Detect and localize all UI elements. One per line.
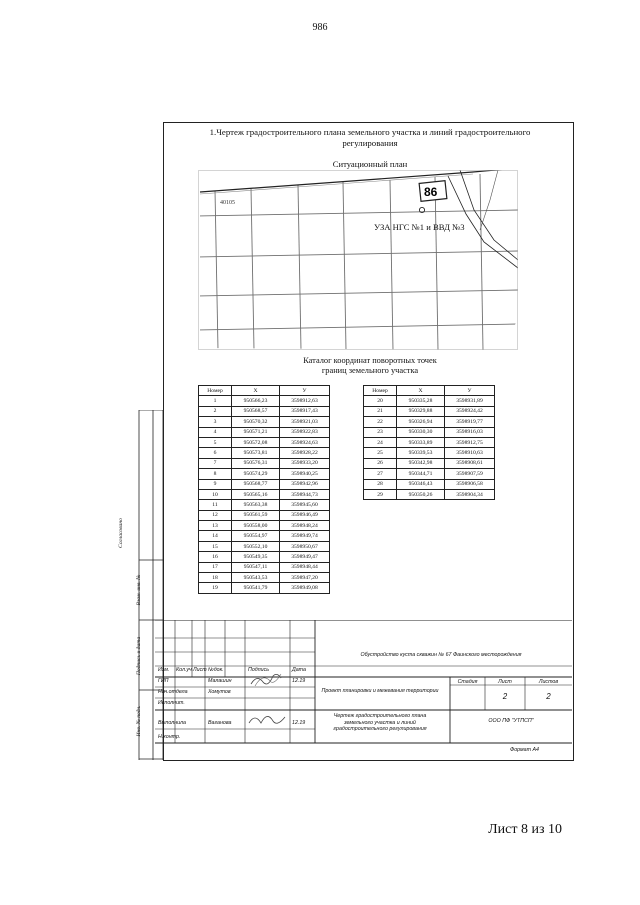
coord-y: 3598924,42 <box>445 406 495 416</box>
coord-y: 3598949,74 <box>280 531 330 541</box>
point-number: 11 <box>199 500 232 510</box>
table-row <box>199 396 330 406</box>
tb-role-3: Исполнит. <box>158 700 185 706</box>
coord-x: 950574,29 <box>232 469 280 479</box>
table-row <box>199 448 330 458</box>
coord-y: 3598933,20 <box>280 458 330 468</box>
coord-y: 3598906,58 <box>445 479 495 489</box>
coord-y: 3598916,03 <box>445 427 495 437</box>
coord-x: 950576,31 <box>232 458 280 468</box>
point-number: 19 <box>199 583 232 593</box>
table-row <box>199 531 330 541</box>
point-number: 26 <box>364 458 397 468</box>
heading-line-1: 1.Чертеж градостроительного плана земельного участка и линий градостроительного <box>209 127 531 137</box>
table-row <box>199 500 330 510</box>
header-y: У <box>445 386 495 396</box>
table-row <box>364 479 495 489</box>
table-row <box>364 396 495 406</box>
coord-y: 3598940,25 <box>280 469 330 479</box>
coord-x: 950339,53 <box>397 448 445 458</box>
point-number: 24 <box>364 437 397 447</box>
table-row <box>199 541 330 551</box>
coord-x: 950571,21 <box>232 427 280 437</box>
point-number: 13 <box>199 521 232 531</box>
coord-x: 950572,08 <box>232 437 280 447</box>
coord-x: 950547,11 <box>232 562 280 572</box>
coord-y: 3598912,75 <box>445 437 495 447</box>
coord-y: 3598948,24 <box>280 521 330 531</box>
tb-drawing-name-3: градостроительного регулирования <box>333 726 427 732</box>
map-title: Ситуационный план <box>332 159 408 169</box>
table-row <box>364 489 495 499</box>
point-number: 2 <box>199 406 232 416</box>
tb-name-2: Хомутов <box>208 689 231 695</box>
header-x: X <box>232 386 280 396</box>
tb-col-change: Изм. <box>158 667 170 673</box>
point-number: 14 <box>199 531 232 541</box>
table-row <box>364 448 495 458</box>
table-row <box>199 437 330 447</box>
table-row <box>199 427 330 437</box>
situational-map <box>198 170 518 350</box>
point-number: 12 <box>199 510 232 520</box>
table-row <box>364 437 495 447</box>
coord-y: 3598921,03 <box>280 417 330 427</box>
coord-x: 950350,26 <box>397 489 445 499</box>
tb-role-4: Выполнила <box>158 720 186 726</box>
coord-x: 950326,94 <box>397 417 445 427</box>
coord-x: 950346,43 <box>397 479 445 489</box>
point-number: 5 <box>199 437 232 447</box>
object-label: УЗА НГС №1 и ВВД №3 <box>374 222 465 232</box>
coord-y: 3598928,22 <box>280 448 330 458</box>
tb-format: Формат А4 <box>510 747 539 753</box>
table-row <box>199 562 330 572</box>
catalog-title-line-1: Каталог координат поворотных точек <box>303 356 437 365</box>
table-row <box>364 427 495 437</box>
point-number: 20 <box>364 396 397 406</box>
coord-x: 950573,81 <box>232 448 280 458</box>
coord-y: 3598910,63 <box>445 448 495 458</box>
point-number: 6 <box>199 448 232 458</box>
heading-line-2: регулирования <box>342 138 398 148</box>
coord-x: 950554,97 <box>232 531 280 541</box>
point-number: 17 <box>199 562 232 572</box>
point-number: 7 <box>199 458 232 468</box>
tb-organization: ООО ПФ "УТПСП" <box>488 718 534 724</box>
coord-x: 950335,28 <box>397 396 445 406</box>
point-number: 15 <box>199 541 232 551</box>
point-number: 8 <box>199 469 232 479</box>
tb-col-qty: Кол.уч <box>176 667 192 673</box>
margin-sign-date: Подпись и дата <box>136 636 142 676</box>
coord-x: 950565,16 <box>232 489 280 499</box>
catalog-title <box>170 356 570 376</box>
coord-x: 950333,89 <box>397 437 445 447</box>
tb-name-1: Малашин <box>208 678 232 684</box>
catalog-title-line-2: границ земельного участка <box>321 366 419 375</box>
coord-x: 950561,59 <box>232 510 280 520</box>
tb-date-4: 12.19 <box>292 720 306 726</box>
coord-y: 3598945,60 <box>280 500 330 510</box>
margin-inv-replace: Взам. инв. № <box>136 574 142 606</box>
coord-y: 3598947,20 <box>280 573 330 583</box>
tb-project-name: Проект планировки и межевания территории <box>321 688 439 694</box>
coord-x: 950330,30 <box>397 427 445 437</box>
sheet-counter: Лист 8 из 10 <box>488 822 562 837</box>
coord-y: 3598912,63 <box>280 396 330 406</box>
table-row <box>364 469 495 479</box>
coord-x: 950541,79 <box>232 583 280 593</box>
table-row <box>199 489 330 499</box>
table-row <box>199 573 330 583</box>
point-number: 10 <box>199 489 232 499</box>
point-number: 29 <box>364 489 397 499</box>
table-row <box>364 458 495 468</box>
coord-x: 950563,38 <box>232 500 280 510</box>
coord-y: 3598908,61 <box>445 458 495 468</box>
drawing-heading <box>170 127 570 149</box>
header-number: Номер <box>199 386 232 396</box>
coord-y: 3598950,67 <box>280 541 330 551</box>
coord-x: 950344,71 <box>397 469 445 479</box>
coord-x: 950566,23 <box>232 396 280 406</box>
point-number: 4 <box>199 427 232 437</box>
header-x: X <box>397 386 445 396</box>
point-number: 1 <box>199 396 232 406</box>
margin-agreed: Согласовано <box>118 518 124 548</box>
coord-y: 3598907,59 <box>445 469 495 479</box>
coord-y: 3598949,08 <box>280 583 330 593</box>
coordinates-table-right <box>363 385 495 500</box>
tb-drawing-name <box>315 713 445 733</box>
table-row <box>199 406 330 416</box>
coord-y: 3598948,44 <box>280 562 330 572</box>
point-number: 3 <box>199 417 232 427</box>
coord-y: 3598917,43 <box>280 406 330 416</box>
coord-y: 3598949,47 <box>280 552 330 562</box>
coord-y: 3598924,63 <box>280 437 330 447</box>
coord-y: 3598922,83 <box>280 427 330 437</box>
tb-role-5: Н.контр. <box>158 734 181 740</box>
tb-col-doc: №док. <box>208 667 224 673</box>
tb-role-2: Нач.отдела <box>158 689 188 695</box>
margin-inv-original: Инв. № подл. <box>136 705 142 737</box>
tb-drawing-name-2: земельного участка и линий <box>344 719 416 726</box>
tb-sheets-value: 2 <box>546 692 551 701</box>
coord-y: 3598946,49 <box>280 510 330 520</box>
coord-y: 3598931,89 <box>445 396 495 406</box>
coord-x: 950568,77 <box>232 479 280 489</box>
coordinates-table-left <box>198 385 330 594</box>
coord-x: 950568,57 <box>232 406 280 416</box>
map-badge: 86 <box>424 185 438 199</box>
coord-y: 3598942,96 <box>280 479 330 489</box>
tb-role-1: ГИП <box>158 678 169 684</box>
header-y: У <box>280 386 330 396</box>
tb-drawing-name-1: Чертеж градостроительного плана <box>333 713 427 719</box>
coord-x: 950543,53 <box>232 573 280 583</box>
point-number: 23 <box>364 427 397 437</box>
coord-y: 3598904,34 <box>445 489 495 499</box>
table-header-row <box>364 386 495 396</box>
page-number: 986 <box>312 22 328 33</box>
coord-y: 3598919,77 <box>445 417 495 427</box>
coord-x: 950570,32 <box>232 417 280 427</box>
coord-x: 950342,98 <box>397 458 445 468</box>
point-number: 25 <box>364 448 397 458</box>
point-number: 9 <box>199 479 232 489</box>
tb-project-object: Обустройство куста скважин № 67 Фаинского месторождения <box>360 652 522 658</box>
tb-date-1: 12.19 <box>292 678 306 684</box>
coord-x: 950549,35 <box>232 552 280 562</box>
point-number: 16 <box>199 552 232 562</box>
table-header-row <box>199 386 330 396</box>
point-number: 18 <box>199 573 232 583</box>
table-row <box>199 417 330 427</box>
point-number: 27 <box>364 469 397 479</box>
coord-x: 950552,10 <box>232 541 280 551</box>
table-row <box>364 406 495 416</box>
table-row <box>199 521 330 531</box>
coord-x: 950558,00 <box>232 521 280 531</box>
tb-name-4: Ваганова <box>208 720 232 726</box>
tb-stage-label: Стадия <box>457 679 478 685</box>
table-row <box>199 552 330 562</box>
tb-sheet-label: Лист <box>498 679 512 685</box>
table-row <box>199 510 330 520</box>
table-row <box>199 479 330 489</box>
table-row <box>364 417 495 427</box>
point-number: 21 <box>364 406 397 416</box>
table-row <box>199 583 330 593</box>
tb-col-sign: Подпись <box>248 667 270 673</box>
coord-x: 950329,88 <box>397 406 445 416</box>
table-row <box>199 458 330 468</box>
tb-col-date: Дата <box>292 667 306 673</box>
tb-sheet-value: 2 <box>502 692 508 701</box>
point-number: 22 <box>364 417 397 427</box>
parcel-label: 40105 <box>220 200 235 206</box>
table-row <box>199 469 330 479</box>
header-number: Номер <box>364 386 397 396</box>
coord-y: 3598944,73 <box>280 489 330 499</box>
tb-col-sheet: Лист <box>193 667 207 673</box>
tb-sheets-label: Листов <box>538 679 559 685</box>
point-number: 28 <box>364 479 397 489</box>
